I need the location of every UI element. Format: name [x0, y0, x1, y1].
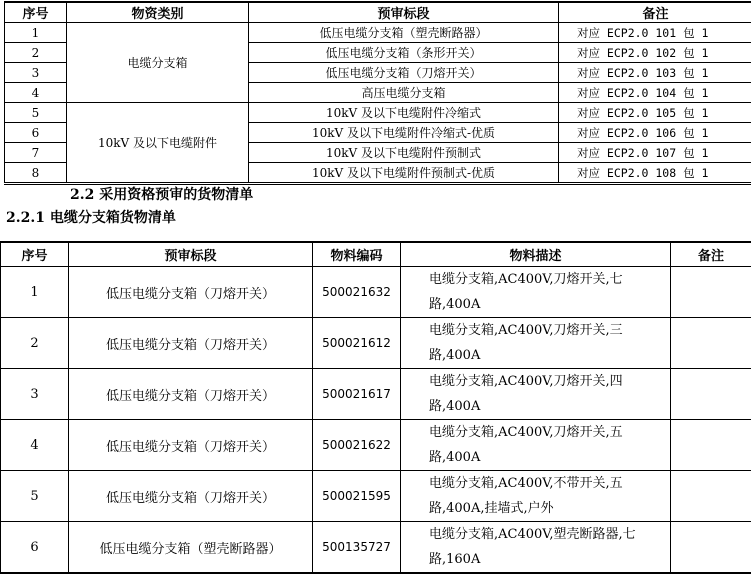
header-category: 物资类别 [67, 2, 249, 23]
section-cell: 低压电缆分支箱（刀熔开关） [69, 471, 313, 522]
note-cell [671, 267, 751, 318]
row-no: 1 [5, 23, 67, 43]
note-cell: 对应 ECP2.0 103 包 1 [559, 63, 751, 83]
section-cell: 低压电缆分支箱（塑壳断路器） [249, 23, 559, 43]
note-cell: 对应 ECP2.0 101 包 1 [559, 23, 751, 43]
material-desc-cell: 电缆分支箱,AC400V,刀熔开关,四路,400A [401, 369, 671, 420]
material-desc-cell: 电缆分支箱,AC400V,塑壳断路器,七路,160A [401, 522, 671, 574]
material-code-cell: 500021622 [313, 420, 401, 471]
table-header-row [1, 242, 751, 267]
material-code-cell: 500021617 [313, 369, 401, 420]
row-no: 3 [5, 63, 67, 83]
row-no: 5 [5, 103, 67, 123]
header-no: 序号 [1, 242, 69, 267]
material-desc-cell: 电缆分支箱,AC400V,不带开关,五路,400A,挂墙式,户外 [401, 471, 671, 522]
note-cell [671, 420, 751, 471]
header-note: 备注 [671, 242, 751, 267]
section-cell: 10kV 及以下电缆附件预制式 [249, 143, 559, 163]
row-no: 6 [5, 123, 67, 143]
section-cell: 低压电缆分支箱（条形开关） [249, 43, 559, 63]
row-no: 8 [5, 163, 67, 184]
row-no: 7 [5, 143, 67, 163]
category-cell: 10kV 及以下电缆附件 [67, 103, 249, 184]
section-cell: 低压电缆分支箱（刀熔开关） [69, 267, 313, 318]
section-heading-2-2: 2.2 采用资格预审的货物清单 [70, 187, 254, 203]
header-material-desc: 物料描述 [401, 242, 671, 267]
table-row [1, 471, 751, 522]
note-cell: 对应 ECP2.0 107 包 1 [559, 143, 751, 163]
section-cell: 低压电缆分支箱（刀熔开关） [69, 369, 313, 420]
material-code-cell: 500021595 [313, 471, 401, 522]
note-cell: 对应 ECP2.0 104 包 1 [559, 83, 751, 103]
note-cell: 对应 ECP2.0 108 包 1 [559, 163, 751, 184]
note-cell [671, 471, 751, 522]
row-no: 2 [1, 318, 69, 369]
table-row [1, 369, 751, 420]
material-code-cell: 500135727 [313, 522, 401, 574]
section-cell: 低压电缆分支箱（刀熔开关） [249, 63, 559, 83]
row-no: 1 [1, 267, 69, 318]
header-section: 预审标段 [69, 242, 313, 267]
note-cell: 对应 ECP2.0 106 包 1 [559, 123, 751, 143]
note-cell: 对应 ECP2.0 105 包 1 [559, 103, 751, 123]
goods-list-table [0, 241, 751, 574]
category-cell: 电缆分支箱 [67, 23, 249, 103]
header-section: 预审标段 [249, 2, 559, 23]
section-cell: 低压电缆分支箱（刀熔开关） [69, 318, 313, 369]
table-header-row [5, 2, 751, 23]
table-row [1, 420, 751, 471]
row-no: 6 [1, 522, 69, 574]
table-row [1, 522, 751, 574]
section-cell: 高压电缆分支箱 [249, 83, 559, 103]
section-cell: 10kV 及以下电缆附件冷缩式-优质 [249, 123, 559, 143]
section-cell: 低压电缆分支箱（刀熔开关） [69, 420, 313, 471]
row-no: 4 [5, 83, 67, 103]
note-cell [671, 318, 751, 369]
section-cell: 10kV 及以下电缆附件预制式-优质 [249, 163, 559, 184]
table-row [5, 23, 751, 43]
bid-section-table [4, 1, 751, 185]
header-material-code: 物料编码 [313, 242, 401, 267]
material-desc-cell: 电缆分支箱,AC400V,刀熔开关,五路,400A [401, 420, 671, 471]
section-cell: 低压电缆分支箱（塑壳断路器） [69, 522, 313, 574]
note-cell [671, 369, 751, 420]
row-no: 3 [1, 369, 69, 420]
table-row [1, 267, 751, 318]
row-no: 2 [5, 43, 67, 63]
material-desc-cell: 电缆分支箱,AC400V,刀熔开关,三路,400A [401, 318, 671, 369]
note-cell [671, 522, 751, 574]
table-row [1, 318, 751, 369]
material-desc-cell: 电缆分支箱,AC400V,刀熔开关,七路,400A [401, 267, 671, 318]
section-heading-2-2-1: 2.2.1 电缆分支箱货物清单 [6, 210, 176, 226]
row-no: 4 [1, 420, 69, 471]
section-cell: 10kV 及以下电缆附件冷缩式 [249, 103, 559, 123]
row-no: 5 [1, 471, 69, 522]
material-code-cell: 500021612 [313, 318, 401, 369]
header-no: 序号 [5, 2, 67, 23]
note-cell: 对应 ECP2.0 102 包 1 [559, 43, 751, 63]
table-row [5, 103, 751, 123]
material-code-cell: 500021632 [313, 267, 401, 318]
header-note: 备注 [559, 2, 751, 23]
